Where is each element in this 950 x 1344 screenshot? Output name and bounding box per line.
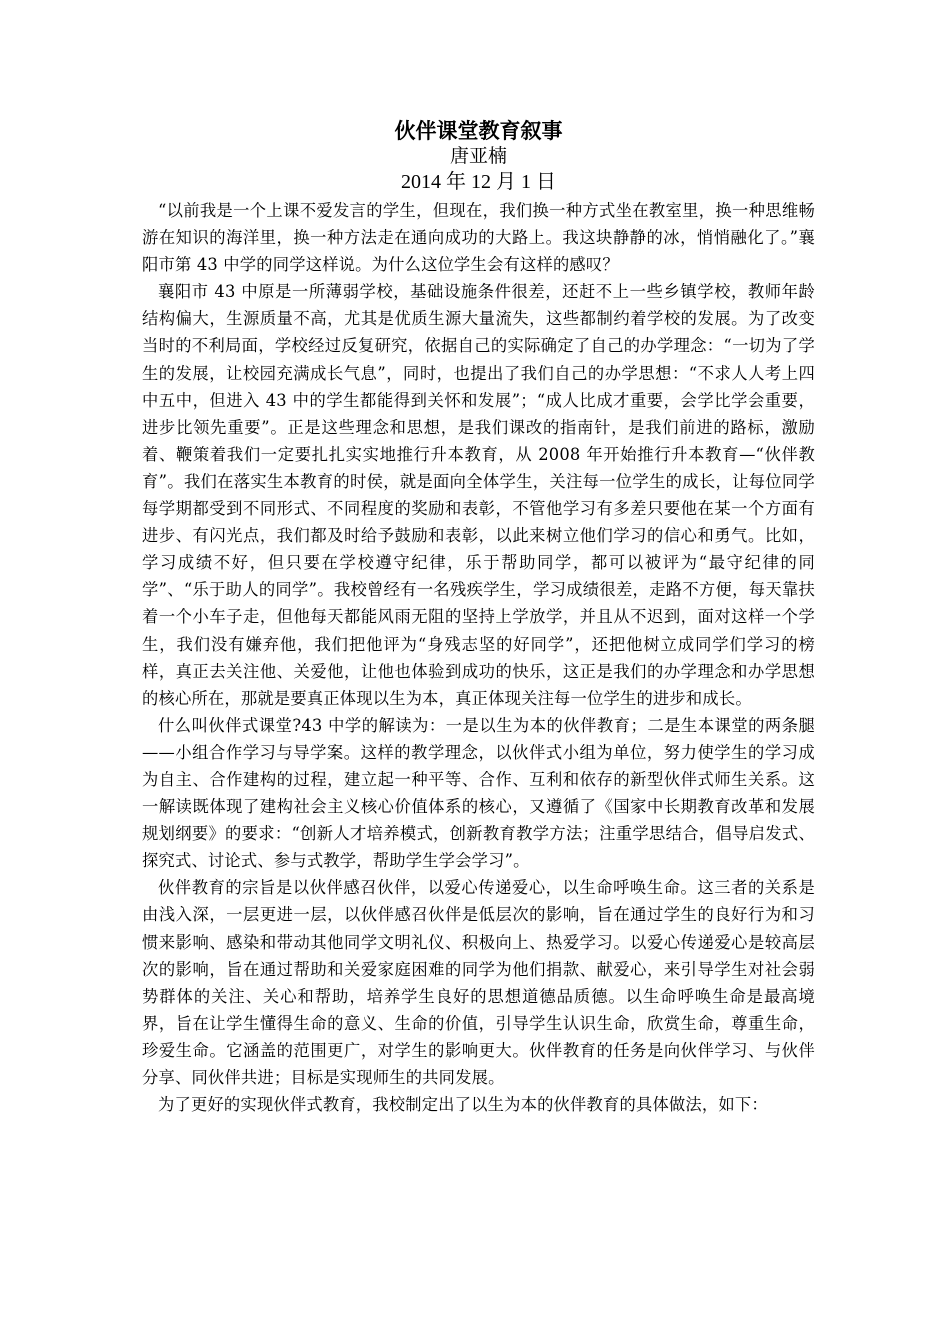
paragraph-intro: “以前我是一个上课不爱发言的学生，但现在，我们换一种方式坐在教室里，换一种思维畅游在知识的海洋里，换一种方法走在通向成功的大路上。我这块静静的冰，悄悄融化了。”襄阳市第 43 中学的同学这样说。为什么这位学生会有这样的感叹？ — [142, 201, 815, 275]
document-page — [142, 118, 815, 1118]
paragraph-methods-intro: 为了更好的实现伙伴式教育，我校制定出了以生为本的伙伴教育的具体做法，如下： — [158, 1095, 768, 1115]
document-date: 2014 年 12 月 1 日 — [401, 171, 556, 193]
paragraph-partner-education-purpose: 伙伴教育的宗旨是以伙伴感召伙伴，以爱心传递爱心，以生命呼唤生命。这三者的关系是由浅入深，一层更进一层，以伙伴感召伙伴是低层次的影响，旨在通过学生的良好行为和习惯来影响、感染和带动其他同学文明礼仪、积极向上、热爱学习。以爱心传递爱心是较高层次的影响，旨在通过帮助和关爱家庭困难的同学为他们捐款、献爱心，来引导学生对社会弱势群体的关注、关心和帮助，培养学生良好的思想道德品质德。以生命呼唤生命是最高境界，旨在让学生懂得生命的意义、生命的价值，引导学生认识生命，欣赏生命，尊重生命，珍爱生命。它涵盖的范围更广，对学生的影响更大。伙伴教育的任务是向伙伴学习、与伙伴分享、同伙伴共进；目标是实现师生的共同发展。 — [142, 878, 815, 1087]
document-title: 伙伴课堂教育叙事 — [394, 118, 563, 143]
paragraph-partner-classroom: 什么叫伙伴式课堂?43 中学的解读为：一是以生为本的伙伴教育；二是生本课堂的两条腿——小组合作学习与导学案。这样的教学理念，以伙伴式小组为单位，努力使学生的学习成为自主、合作建构的过程，建立起一种平等、合作、互利和依存的新型伙伴式师生关系。这一解读既体现了建构社会主义核心价值体系的核心，又遵循了《国家中长期教育改革和发展规划纲要》的要求：“创新人才培养模式，创新教育教学方法；注重学思结合，倡导启发式、探究式、讨论式、参与式教学，帮助学生学会学习”。 — [142, 715, 815, 871]
document-author: 唐亚楠 — [449, 145, 507, 167]
paragraph-school-background: 襄阳市 43 中原是一所薄弱学校，基础设施条件很差，还赶不上一些乡镇学校，教师年龄结构偏大，生源质量不高，尤其是优质生源大量流失，这些都制约着学校的发展。为了改变当时的不利局面，学校经过反复研究，依据自己的实际确定了自己的办学理念：“一切为了学生的发展，让校园充满成长气息”，同时，也提出了我们自己的办学思想：“不求人人考上四中五中，但进入 43 中的学生都能得到关怀和发展”；“成人比成才重要，会学比学会重要，进步比领先重要”。正是这些理念和思想，是我们课改的指南针，是我们前进的路标，激励着、鞭策着我们一定要扎扎实实地推行升本教育，从 2008 年开始推行升本教育—“伙伴教育”。我们在落实生本教育的时侯，就是面向全体学生，关注每一位学生的成长，让每位同学每学期都受到不同形式、不同程度的奖励和表彰，不管他学习有多差只要他在某一个方面有进步、有闪光点，我们都及时给予鼓励和表彰，以此来树立他们学习的信心和勇气。比如，学习成绩不好，但只要在学校遵守纪律，乐于帮助同学，都可以被评为“最守纪律的同学”、“乐于助人的同学”。我校曾经有一名残疾学生，学习成绩很差，走路不方便，每天靠扶着一个小车子走，但他每天都能风雨无阻的坚持上学放学，并且从不迟到，面对这样一个学生，我们没有嫌弃他，我们把他评为“身残志坚的好同学”，还把他树立成同学们学习的榜样，真正去关注他、关爱他，让他也体验到成功的快乐，这正是我们的办学理念和办学思想的核心所在，那就是要真正体现以生为本，真正体现关注每一位学生的进步和成长。 — [142, 282, 815, 708]
